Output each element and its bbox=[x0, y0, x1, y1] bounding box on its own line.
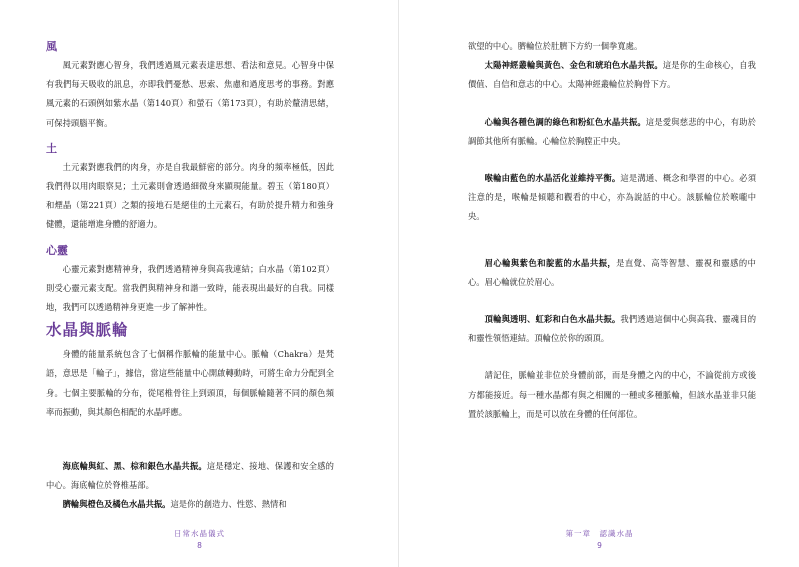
earth-heading: 土 bbox=[46, 141, 57, 155]
left-column bbox=[46, 37, 334, 515]
spirit-paragraph: 心靈元素對應精神身，我們透過精神身與高我連結；白水晶（第102頁）則受心靈元素支配。當我們與精神身和諧一致時，能表現出最好的自我。同樣地，我們可以透過精神身更進一步了解神性。 bbox=[46, 263, 334, 313]
spirit-heading: 心靈 bbox=[46, 243, 68, 257]
root-chakra-paragraph bbox=[46, 457, 334, 495]
solar-plexus-paragraph bbox=[468, 56, 756, 94]
earth-paragraph: 土元素對應我們的肉身，亦是自我最鮮密的部分。肉身的頻率極低，因此我們得以用肉眼察見；土元素則會透過細微身來顯現能量。碧玉（第180頁）和煙晶（第221頁）之類的接地石是絕佳的土元素石，有助於提升精力和強身健體，還能增進身體的舒適力。 bbox=[46, 161, 334, 230]
chakra-section-title: 水晶與脈輪 bbox=[46, 320, 129, 340]
chakra-intro-paragraph: 身體的能量系統包含了七個稱作脈輪的能量中心。脈輪（Chakra）是梵語，意思是「輪子」，據信，當這些能量中心開啟轉動時，可將生命力分配到全身。七個主要脈輪的分布，從尾椎骨往上到頭頂，每個脈輪隨著不同的顏色頻率而振動，與其顏色相配的水晶呼應。 bbox=[46, 349, 334, 417]
solar-plexus-bold: 太陽神經叢輪與黃色、金色和琥珀色水晶共振。 bbox=[484, 60, 663, 71]
throat-chakra-paragraph bbox=[468, 169, 756, 227]
throat-chakra-text: 這是溝通、概念和學習的中心。必須注意的是，喉輪是傾聽和觀看的中心，亦為說話的中心。該脈輪位於喉嚨中央。 bbox=[468, 173, 756, 222]
chakra-note-paragraph: 請記住，脈輪並非位於身體前部，而是身體之內的中心，不論從前方或後方都能接近。每一種水晶都有與之相關的一種或多種脈輪，但該水晶並非只能置於該脈輪上，而是可以放在身體的任何部位。 bbox=[468, 370, 756, 419]
wind-heading: 風 bbox=[46, 40, 57, 53]
throat-chakra-bold: 喉輪由藍色的水晶活化並維持平衡。 bbox=[484, 173, 621, 184]
right-column bbox=[468, 37, 756, 424]
right-footer-title: 第一章 認識水晶 bbox=[565, 529, 634, 538]
left-page-number: 8 bbox=[197, 541, 202, 550]
crown-chakra-paragraph bbox=[468, 310, 756, 348]
right-page bbox=[400, 0, 799, 567]
brow-chakra-paragraph bbox=[468, 254, 756, 292]
heart-chakra-paragraph bbox=[468, 113, 756, 151]
sacral-continued: 欲望的中心。臍輪位於肚臍下方約一個拳寬處。 bbox=[468, 41, 643, 51]
brow-chakra-bold: 眉心輪與紫色和靛藍的水晶共振， bbox=[484, 257, 617, 268]
left-page bbox=[0, 0, 399, 567]
root-chakra-text: 這是穩定、接地、保護和安全感的中心。海底輪位於脊椎基部。 bbox=[46, 461, 334, 491]
sacral-chakra-paragraph bbox=[46, 495, 334, 514]
left-footer-title: 日常水晶儀式 bbox=[174, 529, 225, 538]
sacral-chakra-bold: 臍輪與橙色及橘色水晶共振。 bbox=[62, 499, 171, 510]
solar-plexus-text: 這是你的生命核心，自我價值、自信和意志的中心。太陽神經叢輪位於胸骨下方。 bbox=[468, 60, 756, 90]
brow-chakra-text: 是直覺、高等智慧、靈視和靈感的中心。眉心輪就位於眉心。 bbox=[468, 257, 756, 287]
root-chakra-bold: 海底輪與紅、黑、棕和銀色水晶共振。 bbox=[62, 461, 207, 472]
wind-paragraph: 風元素對應心智身，我們透過風元素表達思想、看法和意見。心智身中保有我們每天吸收的訊息，亦即我們憂愁、思索、焦慮和過度思考的事務。對應風元素的石頭例如紫水晶（第140頁）和螢石（第173頁），有助於釐清思緒，可保持頭腦平衡。 bbox=[46, 60, 334, 128]
right-page-number: 9 bbox=[597, 541, 602, 550]
crown-chakra-text: 我們透過這個中心與高我、靈魂目的和靈性領悟連結。頂輪位於你的頭頂。 bbox=[468, 314, 756, 344]
gutter-divider bbox=[398, 0, 399, 567]
sacral-chakra-text: 這是你的創造力、性慾、熱情和 bbox=[170, 499, 287, 510]
heart-chakra-bold: 心輪與各種色調的綠色和粉紅色水晶共振。 bbox=[484, 116, 646, 127]
crown-chakra-bold: 頂輪與透明、虹彩和白色水晶共振。 bbox=[484, 314, 621, 325]
heart-chakra-text: 這是愛與慈悲的中心，有助於調節其他所有脈輪。心輪位於胸膛正中央。 bbox=[468, 116, 756, 146]
